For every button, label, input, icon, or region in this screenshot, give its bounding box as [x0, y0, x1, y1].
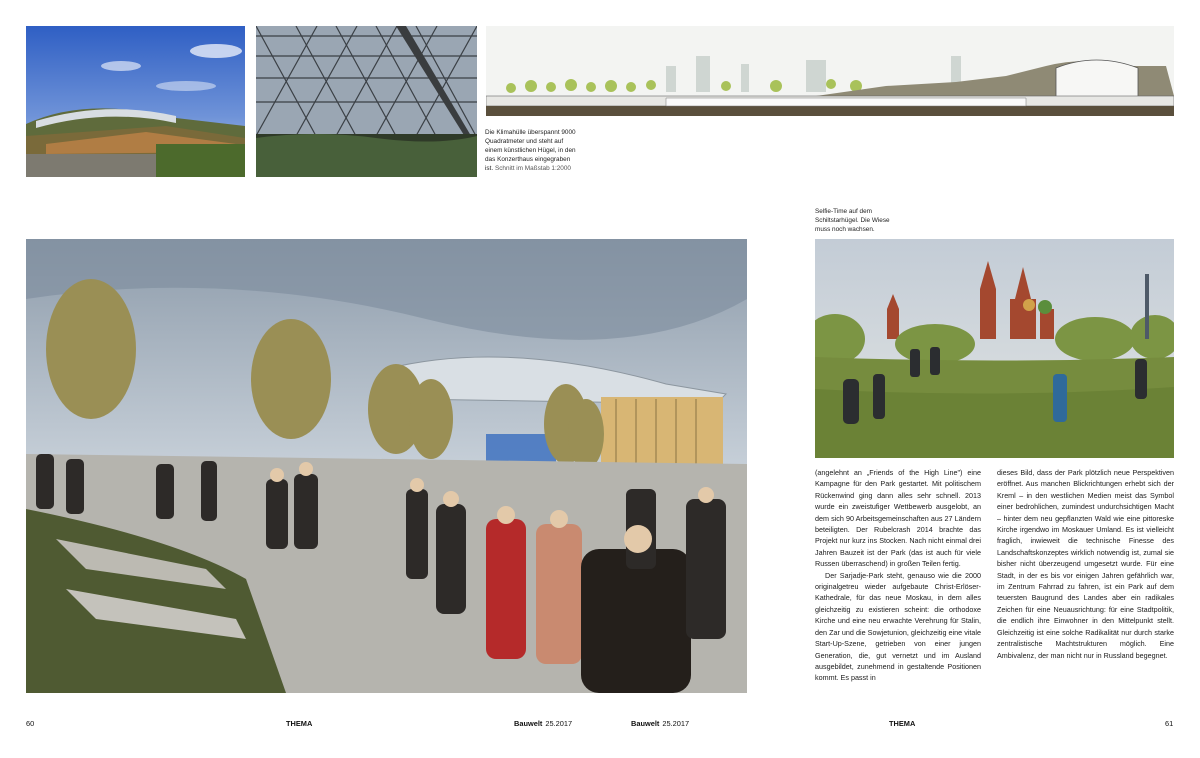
photo-park-terraces [26, 26, 245, 177]
folio-right-section: THEMA [889, 719, 916, 728]
section-drawing [486, 26, 1174, 116]
caption-scale: Schnitt im Maßstab 1:2000 [494, 165, 571, 172]
article-paragraph: (angelehnt an „Friends of the High Line") eine Kampagne für den Park gestartet. Mit politischem Rückenwind ging dann alles sehr schnell. 2013 wurde ein zweistufiger Wettbewerb ausgelobt, an dem sich 90 Arbeitsgemeinschaften aus 27 Ländern beteiligten. Der Rubelcrash 2014 brachte das Projekt nur kurz ins Stocken. Nach nicht einmal drei Jahren Bauzeit ist der Park (das ist auch für viele Russen überraschend) in großen Teilen fertig. [815, 468, 981, 569]
photo-kremlin-meadow [815, 239, 1174, 458]
folio-right-page-number: 61 [1165, 719, 1174, 728]
photo-park-crowd [26, 239, 747, 693]
top-image-caption [485, 128, 577, 173]
photo-glass-roof [256, 26, 477, 177]
article-paragraph: dieses Bild, dass der Park plötzlich neue Perspektiven eröffnet. Aus manchen Blickrichtungen erhebt sich der Kreml – in den westlichen Medien meist das Symbol einer bedrohlichen, zumindest undurchsichtigen Macht – hinter dem neu gepflanzten Wald wie eine pittoreske Kirche irgendwo im Moskauer Umland. Es ist vielleicht fraglich, inwieweit die technische Finesse des Landschaftskonzeptes wirklich notwendig ist, zumal sie bisher nicht überzeugend umgesetzt wurde. Für eine Stadt, in der es bis vor einigen Jahren gefährlich war, im Zentrum Fahrrad zu fahren, ist ein Park auf dem teuersten Baugrund des Landes aber ein radikales Zeichen für eine Neuausrichtung: für eine Stadtpolitik, die endlich ihre Einwohner in den Mittelpunkt stellt. Gleichzeitig ist eine solche Radikalität nur durch starke zentralistische Machtstrukturen möglich. Eine Ambivalenz, der man nicht nur in Russland begegnet. [997, 468, 1174, 660]
folio-left-magazine: Bauwelt 25.2017 [514, 719, 573, 728]
caption-text-right: Selfie-Time auf dem Schiltstarhügel. Die Wiese muss noch wachsen. [815, 208, 890, 233]
article-column-1 [815, 467, 981, 684]
folio-left-page-number: 60 [26, 719, 35, 728]
caption-text: Die Klimahülle überspannt 9000 Quadratmeter und steht auf einem künstlichen Hügel, in den das Konzerthaus eingegraben ist. [485, 129, 576, 172]
article-column-2 [997, 467, 1174, 661]
article-paragraph: Der Sarjadje-Park steht, genauso wie die 2000 originalgetreu wieder aufgebaute Christ-Erlöser-Kathedrale, für das neue Moskau, in dem alles gleichzeitig zu existieren scheint: die orthodoxe Kirche und eine neu erwachte Verehrung für Stalin, den Zar und die Sowjetunion, gleichzeitig eine vitale Start-Up-Szene, getrieben von einer jungen Generation, die, gut vernetzt und im Ausland ausgebildet, zunehmend in gestaltende Positionen kommt. Es passt in [815, 570, 981, 683]
right-image-caption [815, 207, 900, 234]
folio-left-section: THEMA [286, 719, 313, 728]
folio-right-magazine: Bauwelt 25.2017 [631, 719, 690, 728]
